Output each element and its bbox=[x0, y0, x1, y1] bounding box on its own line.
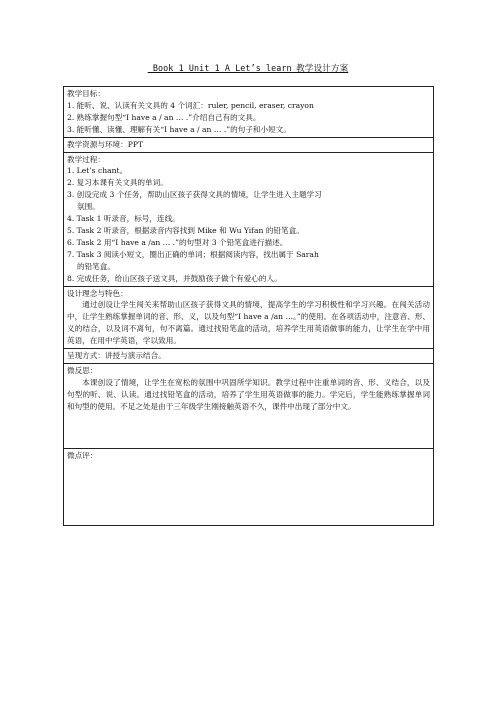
presentation-text: 呈现方式：讲授与演示结合。 bbox=[67, 351, 166, 361]
process-step-continued: 氛围。 bbox=[77, 202, 100, 212]
objectives-cell bbox=[64, 87, 434, 138]
presentation-row bbox=[64, 349, 434, 364]
rationale-row bbox=[64, 286, 434, 349]
lesson-plan-table bbox=[63, 86, 434, 526]
presentation-cell bbox=[64, 349, 434, 364]
title-suffix: _教学设计方案 bbox=[291, 64, 349, 74]
title-course: _Book 1 Unit 1 A Let’s learn bbox=[147, 63, 292, 73]
process-step: 6. Task 2 用“I have a /an … .”的句型对 3 个铅笔盒进行描述。 bbox=[67, 237, 288, 247]
comment-cell bbox=[64, 448, 434, 525]
document-title bbox=[0, 62, 496, 74]
objective-item: 1. 能听、说、认读有关文具的 4 个词汇：ruler, pencil, eraser, crayon bbox=[67, 100, 314, 110]
rationale-body: 通过创设让学生闯关来帮助山区孩子获得文具的情境，提高学生的学习积极性和学习兴趣。在闯关活动中，让学生熟练掌握单词的音、形、义，以及句型“I have a /an …。”的使用。在各项活动中，注意音、形、义的结合，以及词不离句，句不离篇。通过找铅笔盒的活动，培养学生用英语做事的能力，让学生在学中用英语，在用中学英语，学以致用。 bbox=[67, 300, 430, 346]
process-step: 1. Let’s chant。 bbox=[67, 166, 128, 176]
comment-heading: 微点评： bbox=[67, 450, 98, 460]
process-row bbox=[64, 152, 434, 286]
objective-item: 3. 能听懂、读懂、理解有关“I have a / an … .”的句子和小短文。 bbox=[67, 124, 291, 134]
process-heading: 教学过程： bbox=[67, 154, 105, 164]
objective-item: 2. 熟练掌握句型“I have a / an … .”介绍自己有的文具。 bbox=[67, 112, 261, 122]
resources-text: 教学资源与环境：PPT bbox=[67, 139, 144, 149]
reflection-heading: 微反思： bbox=[67, 365, 98, 375]
process-cell bbox=[64, 152, 434, 286]
reflection-row bbox=[64, 363, 434, 448]
objectives-heading: 教学目标： bbox=[67, 89, 105, 98]
process-step-continued: 的铅笔盒。 bbox=[77, 261, 115, 271]
resources-row bbox=[64, 137, 434, 152]
process-step: 3. 创设完成 3 个任务，帮助山区孩子获得文具的情境，让学生进入主题学习 bbox=[67, 190, 322, 200]
process-step: 4. Task 1 听录音，标号，连线。 bbox=[67, 214, 180, 224]
process-step: 7. Task 3 阅读小短文，圈出正确的单词；根据阅读内容，找出属于 Sarah bbox=[67, 249, 319, 259]
process-step: 8. 完成任务，给山区孩子送文具，并鼓励孩子做个有爱心的人。 bbox=[67, 273, 282, 283]
comment-row bbox=[64, 448, 434, 525]
reflection-cell bbox=[64, 363, 434, 448]
rationale-cell bbox=[64, 286, 434, 349]
rationale-heading: 设计理念与特色： bbox=[67, 288, 128, 298]
process-step: 2. 复习本课有关文具的单词。 bbox=[67, 178, 168, 188]
process-step: 5. Task 2 听录音，根据录音内容找到 Mike 和 Wu Yifan 的铅笔盒。 bbox=[67, 225, 304, 235]
reflection-body: 本课创设了情境，让学生在宽松的氛围中巩固所学知识。教学过程中注重单词的音、形、义结合，以及句型的听、说、认读。通过找铅笔盒的活动，培养了学生用英语做事的能力。学完后，学生能熟练掌握单词和句型的使用。不足之处是由于三年级学生刚接触英语不久，课件中出现了部分中文。 bbox=[67, 377, 430, 411]
objectives-row bbox=[64, 87, 434, 138]
resources-cell bbox=[64, 137, 434, 152]
